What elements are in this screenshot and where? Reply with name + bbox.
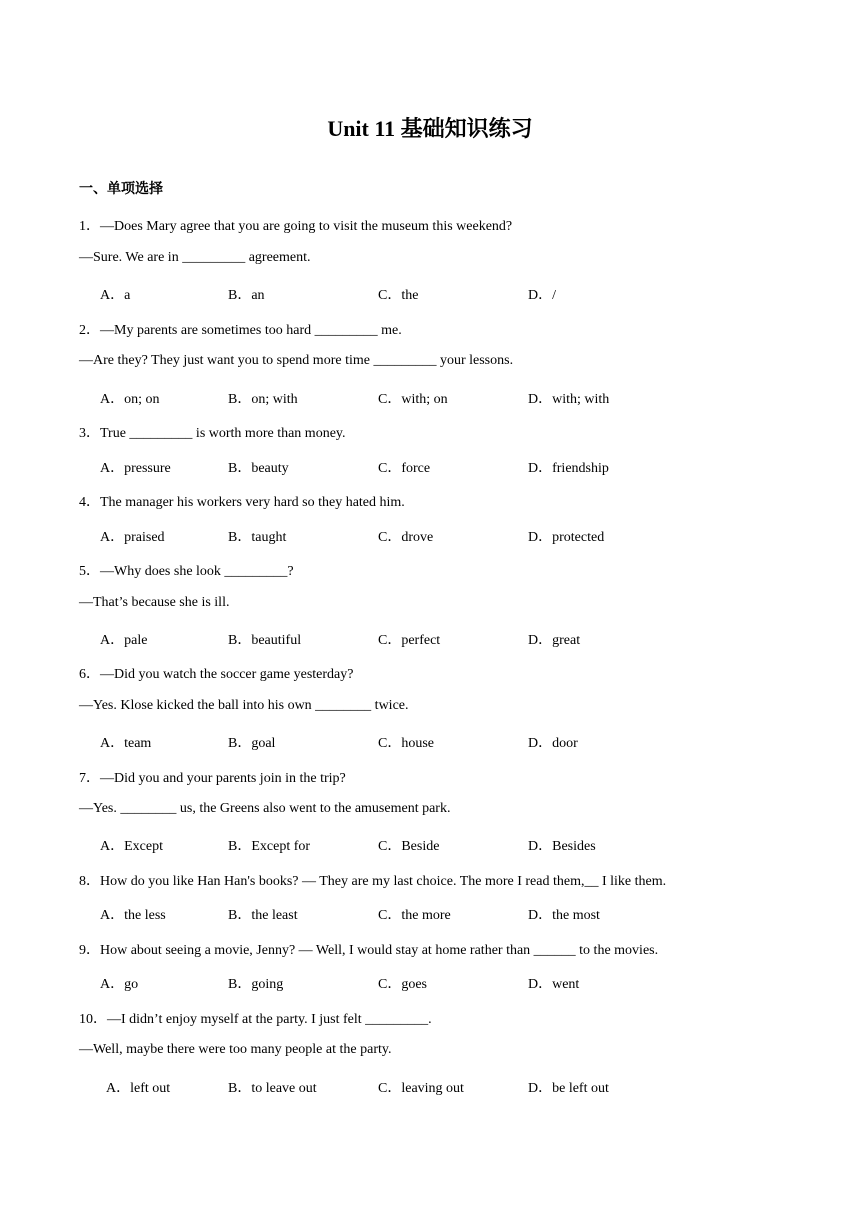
question-1-line-2: —Sure. We are in _________ agreement. [79,250,311,265]
option-c[interactable]: C．force [378,461,431,476]
option-c[interactable]: C．the more [378,908,451,923]
option-b[interactable]: B．taught [228,530,287,545]
option-c[interactable]: C．drove [378,530,434,545]
option-d[interactable]: D．went [528,977,580,992]
question-4-line-1: 4．The manager his workers very hard so they hated him. [79,495,405,510]
option-b[interactable]: B．goal [228,736,276,751]
option-a[interactable]: A．team [100,736,152,751]
option-d[interactable]: D．with; with [528,392,610,407]
option-a[interactable]: A．praised [100,530,165,545]
option-c[interactable]: C．the [378,288,419,303]
option-a[interactable]: A．go [100,977,139,992]
option-c[interactable]: C．Beside [378,839,440,854]
option-b[interactable]: B．on; with [228,392,298,407]
question-2-line-2: —Are they? They just want you to spend more time _________ your lessons. [79,353,514,368]
option-c[interactable]: C．goes [378,977,427,992]
option-d[interactable]: D．protected [528,530,605,545]
question-9-line-1: 9．How about seeing a movie, Jenny? — Well, I would stay at home rather than ______ to the movies. [79,943,659,958]
option-d[interactable]: D．door [528,736,578,751]
question-7-line-2: —Yes. ________ us, the Greens also went to the amusement park. [79,801,451,816]
question-5-line-2: —That’s because she is ill. [79,595,230,610]
question-10-line-2: —Well, maybe there were too many people at the party. [79,1042,392,1057]
section-heading: 一、单项选择 [79,181,163,197]
option-a[interactable]: A．a [100,288,131,303]
question-3-line-1: 3．True _________ is worth more than money. [79,426,346,441]
option-c[interactable]: C．with; on [378,392,448,407]
option-b[interactable]: B．beauty [228,461,289,476]
question-7-line-1: 7．—Did you and your parents join in the trip? [79,771,346,786]
option-a[interactable]: A．left out [106,1081,171,1096]
option-d[interactable]: D．Besides [528,839,596,854]
option-d[interactable]: D．friendship [528,461,609,476]
question-10-line-1: 10．—I didn’t enjoy myself at the party. I just felt _________. [79,1012,432,1027]
option-b[interactable]: B．Except for [228,839,311,854]
option-d[interactable]: D．/ [528,288,556,303]
option-c[interactable]: C．perfect [378,633,441,648]
option-a[interactable]: A．the less [100,908,166,923]
option-c[interactable]: C．house [378,736,434,751]
option-a[interactable]: A．on; on [100,392,160,407]
option-d[interactable]: D．be left out [528,1081,609,1096]
question-8-line-1: 8．How do you like Han Han's books? — They are my last choice. The more I read them,__ I like them. [79,874,667,889]
question-2-line-1: 2．—My parents are sometimes too hard _________ me. [79,323,402,338]
option-b[interactable]: B．going [228,977,284,992]
option-a[interactable]: A．pressure [100,461,171,476]
option-b[interactable]: B．to leave out [228,1081,317,1096]
option-a[interactable]: A．Except [100,839,163,854]
question-6-line-1: 6．—Did you watch the soccer game yesterday? [79,667,354,682]
question-1-line-1: 1．—Does Mary agree that you are going to visit the museum this weekend? [79,219,513,234]
option-d[interactable]: D．the most [528,908,600,923]
option-b[interactable]: B．beautiful [228,633,302,648]
question-6-line-2: —Yes. Klose kicked the ball into his own ________ twice. [79,698,409,713]
option-a[interactable]: A．pale [100,633,148,648]
option-c[interactable]: C．leaving out [378,1081,464,1096]
option-b[interactable]: B．the least [228,908,298,923]
page-title: Unit 11 基础知识练习 [327,116,533,141]
option-b[interactable]: B．an [228,288,265,303]
option-d[interactable]: D．great [528,633,581,648]
question-5-line-1: 5．—Why does she look _________? [79,564,294,579]
